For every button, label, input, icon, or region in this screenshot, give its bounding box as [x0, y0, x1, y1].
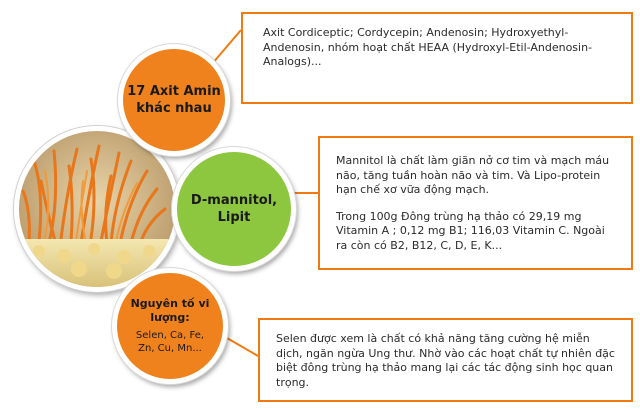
mannitol-lipid-title: D-mannitol, Lipit — [190, 193, 278, 225]
amino-acids-node — [118, 44, 230, 156]
mannitol-lipid-node — [172, 147, 296, 271]
amino-description-text: Axit Cordiceptic; Cordycepin; Andenosin; Hydroxyethyl-Andenosin, nhóm hoạt chất HEAA (Hydroxyl-Etil-Andenosin-Analogs)... — [263, 26, 593, 68]
vitamin-description-text: Trong 100g Đông trùng hạ thảo có 29,19 mg Vitamin A ; 0,12 mg B1; 116,03 Vitamin C. Ngoài ra còn có B2, B12, C, D, E, K... — [336, 209, 605, 252]
trace-minerals-title: Nguyên tố vi lượng: — [130, 297, 210, 324]
mannitol-description-text: Mannitol là chất làm giãn nở cơ tim và mạch máu não, tăng tuần hoàn não và tim. Và Lipo-protein hạn chế xơ vữa động mạch. — [336, 154, 610, 196]
amino-description-box — [241, 12, 633, 104]
amino-acids-title: 17 Axit Amin khác nhau — [127, 84, 221, 116]
trace-minerals-list: Selen, Ca, Fe, Zn, Cu, Mn... — [135, 330, 205, 354]
minerals-description-box — [258, 318, 633, 402]
minerals-description-text: Selen được xem là chất có khả năng tăng cường hệ miễn dịch, ngăn ngừa Ung thư. Nhờ vào các hoạt chất tự nhiên đặc biệt đông trùng hạ thảo mang lại các tác động sinh học quan trọng. — [276, 332, 615, 389]
mannitol-description-box — [318, 136, 633, 270]
trace-minerals-node — [112, 268, 228, 384]
